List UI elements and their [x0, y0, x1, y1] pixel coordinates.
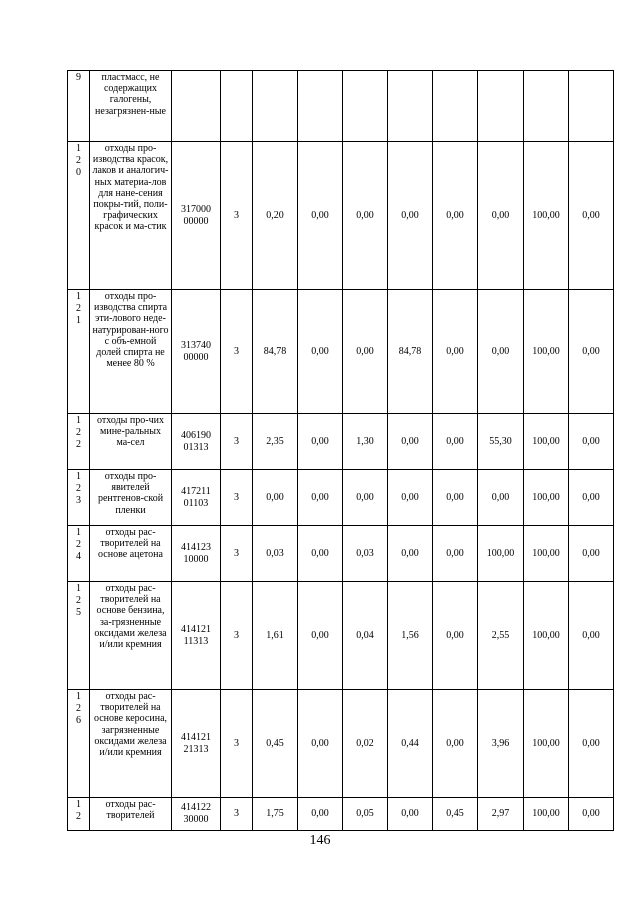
value-cell: 0,00 [298, 142, 343, 290]
row-number: 1 2 1 [68, 290, 90, 414]
value-cell: 0,00 [478, 470, 524, 526]
row-number: 1 2 2 [68, 414, 90, 470]
value-cell: 0,00 [433, 526, 478, 582]
table-row [68, 142, 614, 290]
row-number: 1 2 3 [68, 470, 90, 526]
value-cell: 0,00 [569, 526, 614, 582]
table-row [68, 798, 614, 831]
fkko-code: 406190 01313 [172, 414, 221, 470]
hazard-class: 3 [221, 526, 253, 582]
value-cell: 2,97 [478, 798, 524, 831]
value-cell: 100,00 [524, 290, 569, 414]
value-cell: 0,00 [433, 470, 478, 526]
value-cell [298, 71, 343, 142]
value-cell: 55,30 [478, 414, 524, 470]
page-number: 146 [309, 833, 331, 848]
hazard-class: 3 [221, 690, 253, 798]
value-cell: 0,00 [569, 414, 614, 470]
row-number: 1 2 6 [68, 690, 90, 798]
value-cell: 0,00 [388, 142, 433, 290]
hazard-class [221, 71, 253, 142]
table-row [68, 414, 614, 470]
value-cell: 2,55 [478, 582, 524, 690]
hazard-class: 3 [221, 414, 253, 470]
value-cell: 0,00 [298, 526, 343, 582]
value-cell: 0,00 [569, 470, 614, 526]
value-cell: 0,00 [388, 414, 433, 470]
value-cell: 100,00 [524, 414, 569, 470]
value-cell: 3,96 [478, 690, 524, 798]
value-cell: 0,00 [433, 142, 478, 290]
fkko-code: 414123 10000 [172, 526, 221, 582]
value-cell: 0,00 [433, 582, 478, 690]
value-cell: 100,00 [524, 526, 569, 582]
waste-name: отходы рас-творителей на основе ацетона [90, 526, 172, 582]
value-cell: 2,35 [253, 414, 298, 470]
value-cell [388, 71, 433, 142]
value-cell: 0,00 [298, 414, 343, 470]
value-cell: 0,00 [388, 470, 433, 526]
value-cell: 0,00 [478, 142, 524, 290]
value-cell: 0,00 [343, 142, 388, 290]
value-cell: 0,20 [253, 142, 298, 290]
value-cell: 0,00 [433, 290, 478, 414]
table-row [68, 71, 614, 142]
hazard-class: 3 [221, 798, 253, 831]
value-cell [343, 71, 388, 142]
value-cell: 0,02 [343, 690, 388, 798]
fkko-code: 317000 00000 [172, 142, 221, 290]
value-cell: 100,00 [524, 470, 569, 526]
value-cell: 0,00 [569, 690, 614, 798]
hazard-class: 3 [221, 290, 253, 414]
value-cell: 0,03 [343, 526, 388, 582]
value-cell: 100,00 [524, 798, 569, 831]
table-row [68, 290, 614, 414]
value-cell: 1,75 [253, 798, 298, 831]
fkko-code [172, 71, 221, 142]
row-number: 9 [68, 71, 90, 142]
value-cell: 0,05 [343, 798, 388, 831]
value-cell: 0,00 [298, 798, 343, 831]
table-row [68, 470, 614, 526]
waste-name: отходы про-явителей рентгенов-ской пленки [90, 470, 172, 526]
hazard-class: 3 [221, 582, 253, 690]
value-cell [569, 71, 614, 142]
hazard-class: 3 [221, 142, 253, 290]
table-body [68, 71, 614, 831]
table-row [68, 690, 614, 798]
fkko-code: 417211 01103 [172, 470, 221, 526]
value-cell [433, 71, 478, 142]
value-cell: 0,00 [388, 526, 433, 582]
value-cell [478, 71, 524, 142]
value-cell: 0,00 [569, 582, 614, 690]
waste-name: пластмасс, не содержащих галогены, незагрязнен-ные [90, 71, 172, 142]
fkko-code: 414122 30000 [172, 798, 221, 831]
value-cell: 0,00 [298, 582, 343, 690]
value-cell: 100,00 [524, 142, 569, 290]
value-cell: 0,45 [253, 690, 298, 798]
waste-name: отходы рас-творителей на основе керосина, загрязненные оксидами железа и/или кремния [90, 690, 172, 798]
value-cell: 100,00 [478, 526, 524, 582]
row-number: 1 2 0 [68, 142, 90, 290]
value-cell [253, 71, 298, 142]
value-cell: 0,45 [433, 798, 478, 831]
value-cell: 84,78 [253, 290, 298, 414]
value-cell: 0,04 [343, 582, 388, 690]
waste-name: отходы про-изводства спирта эти-лового неде-натурирован-ного с объ-емной долей спирта не менее 80 % [90, 290, 172, 414]
value-cell: 1,61 [253, 582, 298, 690]
waste-name: отходы про-чих мине-ральных ма-сел [90, 414, 172, 470]
row-number: 1 2 5 [68, 582, 90, 690]
value-cell: 0,00 [298, 290, 343, 414]
value-cell: 0,00 [433, 414, 478, 470]
fkko-code: 414121 21313 [172, 690, 221, 798]
row-number: 1 2 4 [68, 526, 90, 582]
fkko-code: 414121 11313 [172, 582, 221, 690]
value-cell: 1,30 [343, 414, 388, 470]
value-cell: 0,00 [433, 690, 478, 798]
value-cell [524, 71, 569, 142]
waste-table [67, 70, 614, 831]
value-cell: 100,00 [524, 690, 569, 798]
value-cell: 0,00 [388, 798, 433, 831]
value-cell: 0,00 [569, 290, 614, 414]
value-cell: 0,00 [478, 290, 524, 414]
table-row [68, 582, 614, 690]
value-cell: 0,00 [569, 142, 614, 290]
value-cell: 0,00 [298, 470, 343, 526]
value-cell: 0,03 [253, 526, 298, 582]
value-cell: 0,00 [343, 290, 388, 414]
value-cell: 1,56 [388, 582, 433, 690]
value-cell: 0,00 [569, 798, 614, 831]
value-cell: 0,44 [388, 690, 433, 798]
value-cell: 0,00 [253, 470, 298, 526]
hazard-class: 3 [221, 470, 253, 526]
value-cell: 0,00 [298, 690, 343, 798]
value-cell: 100,00 [524, 582, 569, 690]
table-row [68, 526, 614, 582]
row-number: 1 2 [68, 798, 90, 831]
waste-name: отходы рас-творителей на основе бензина, за-грязненные оксидами железа и/или кремния [90, 582, 172, 690]
value-cell: 0,00 [343, 470, 388, 526]
waste-name: отходы про-изводства красок, лаков и аналогич-ных материа-лов для нане-сения покры-тий, поли-графических красок и ма-стик [90, 142, 172, 290]
fkko-code: 313740 00000 [172, 290, 221, 414]
waste-name: отходы рас-творителей [90, 798, 172, 831]
value-cell: 84,78 [388, 290, 433, 414]
